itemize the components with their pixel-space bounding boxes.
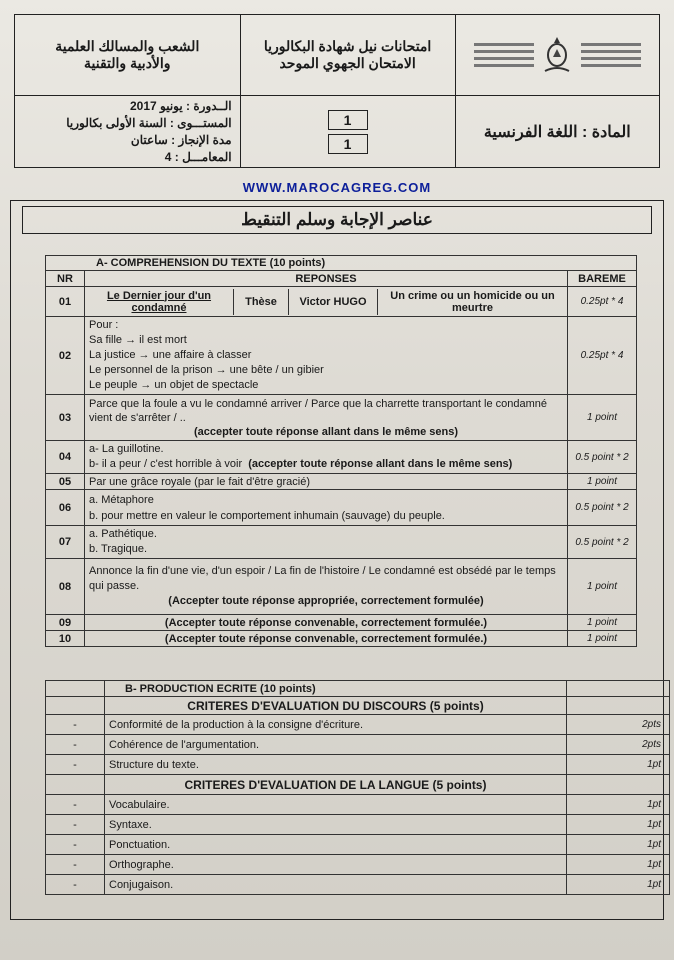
section-b-title: B- PRODUCTION ECRITE (10 points): [105, 681, 567, 697]
dash-marker: -: [46, 735, 105, 755]
table-row: [46, 735, 670, 755]
header-table: [14, 14, 660, 168]
criterion-text: Conformité de la production à la consigne d'écriture.: [105, 715, 567, 735]
q07-bareme: 0.5 point * 2: [568, 526, 637, 559]
criterion-text: Ponctuation.: [105, 835, 567, 855]
table-row: [46, 317, 637, 395]
col-responses-header: REPONSES: [85, 271, 568, 287]
question-number: 04: [46, 441, 85, 474]
q04-answer-b: b- il a peur / c'est horrible à voir: [89, 458, 243, 470]
subject-cell: [455, 96, 659, 168]
criterion-points: 2pts: [567, 735, 670, 755]
table-row: [46, 490, 637, 526]
table-row: [46, 559, 637, 615]
criterion-text: Structure du texte.: [105, 755, 567, 775]
page-number-cell: [240, 96, 455, 168]
criterion-points: 2pts: [567, 715, 670, 735]
q09-bareme: 1 point: [568, 615, 637, 631]
q01-author: Victor HUGO: [289, 289, 378, 315]
page-total: 1: [328, 134, 368, 154]
table-row: [46, 441, 637, 474]
q01-genre: Thèse: [234, 289, 289, 315]
streams-cell: [15, 15, 241, 96]
ministry-seal-text-right: [581, 39, 641, 71]
q08-line: Annonce la fin d'une vie, d'un espoir / La fin de l'histoire / Le condamné est obsédé par le temps qui passe.: [89, 565, 556, 592]
q06-line: b. pour mettre en valeur le comportement inhumain (sauvage) du peuple.: [89, 509, 445, 522]
table-row: [46, 287, 637, 317]
q08-bareme: 1 point: [568, 559, 637, 615]
question-number: 03: [46, 395, 85, 441]
question-number: 01: [46, 287, 85, 317]
question-number: 06: [46, 490, 85, 526]
blank-cell: [567, 681, 670, 697]
criterion-points: 1pt: [567, 795, 670, 815]
dash-marker: -: [46, 875, 105, 895]
criterion-text: Vocabulaire.: [105, 795, 567, 815]
q02-line: Sa fille → il est mort: [89, 334, 187, 346]
exam-info-cell: [15, 96, 241, 168]
q02-line: La justice → une affaire à classer: [89, 349, 252, 361]
blank-cell: [567, 775, 670, 795]
criterion-text: Syntaxe.: [105, 815, 567, 835]
criterion-points: 1pt: [567, 855, 670, 875]
q02-answers: [85, 317, 568, 395]
q01-answers: [85, 287, 568, 317]
q05-answer: Par une grâce royale (par le fait d'être gracié): [85, 474, 568, 490]
question-number: 02: [46, 317, 85, 395]
table-row: [46, 755, 670, 775]
q04-line: a- La guillotine.: [89, 443, 164, 455]
subject-text: المادة : اللغة الفرنسية: [483, 123, 631, 141]
q06-answers: [85, 490, 568, 526]
q02-bareme: 0.25pt * 4: [568, 317, 637, 395]
dash-marker: -: [46, 795, 105, 815]
coefficient-text: المعامـــل : 4: [164, 149, 232, 164]
question-number: 07: [46, 526, 85, 559]
table-row: [46, 835, 670, 855]
table-row: [46, 526, 637, 559]
criterion-points: 1pt: [567, 875, 670, 895]
language-criteria-title: CRITERES D'EVALUATION DE LA LANGUE (5 points): [105, 775, 567, 795]
q02-line: Le peuple → un objet de spectacle: [89, 379, 259, 391]
page-number: 1: [328, 110, 368, 130]
criterion-text: Conjugaison.: [105, 875, 567, 895]
table-row: [46, 855, 670, 875]
q02-line: Le personnel de la prison → une bête / un gibier: [89, 364, 324, 376]
table-row: [46, 474, 637, 490]
duration-text: مدة الإنجاز : ساعتان: [130, 132, 232, 147]
dash-marker: -: [46, 715, 105, 735]
streams-line2: والأدبية والتقنية: [84, 55, 171, 71]
q04-answers: [85, 441, 568, 474]
q03-note: (accepter toute réponse allant dans le même sens): [193, 425, 459, 438]
table-row: [46, 815, 670, 835]
table-row: [46, 631, 637, 647]
q09-note: (Accepter toute réponse convenable, correctement formulée.): [85, 615, 568, 631]
level-text: المستـــوى : السنة الأولى بكالوريا: [66, 115, 232, 130]
q03-bareme: 1 point: [568, 395, 637, 441]
dash-marker: -: [46, 855, 105, 875]
q10-note: (Accepter toute réponse convenable, correctement formulée.): [85, 631, 568, 647]
q04-line: [89, 457, 563, 472]
q01-crime: Un crime ou un homicide ou un meurtre: [390, 289, 555, 314]
q03-answers: [85, 395, 568, 441]
table-row: [46, 875, 670, 895]
table-row: [46, 715, 670, 735]
col-nr-header: NR: [46, 271, 85, 287]
question-number: 08: [46, 559, 85, 615]
exam-line1: امتحانات نيل شهادة البكالوريا: [263, 38, 432, 54]
criterion-points: 1pt: [567, 815, 670, 835]
logo-cell: [455, 15, 659, 96]
question-number: 10: [46, 631, 85, 647]
criterion-text: Orthographe.: [105, 855, 567, 875]
blank-cell: [46, 681, 105, 697]
q04-note: (accepter toute réponse allant dans le même sens): [248, 458, 513, 470]
blank-cell: [46, 775, 105, 795]
streams-line1: الشعب والمسالك العلمية: [55, 38, 200, 54]
question-number: 09: [46, 615, 85, 631]
q08-note: (Accepter toute réponse appropriée, correctement formulée): [168, 595, 484, 607]
q05-bareme: 1 point: [568, 474, 637, 490]
q06-line: a. Métaphore: [89, 493, 154, 506]
q03-line: Parce que la foule a vu le condamné arriver / Parce que la charrette transportant le condamné vient de s'arrêter / ..: [89, 397, 547, 424]
q01-title: Le Dernier jour d'un condamné: [85, 289, 234, 315]
q02-line: Pour :: [89, 319, 119, 331]
q10-bareme: 1 point: [568, 631, 637, 647]
col-bareme-header: BAREME: [568, 271, 637, 287]
production-table: [45, 680, 670, 895]
section-a-title: A- COMPREHENSION DU TEXTE (10 points): [46, 256, 637, 271]
question-number: 05: [46, 474, 85, 490]
q08-answers: [85, 559, 568, 615]
comprehension-table: [45, 255, 637, 647]
table-row: [46, 615, 637, 631]
table-row: [46, 795, 670, 815]
q04-bareme: 0.5 point * 2: [568, 441, 637, 474]
q06-bareme: 0.5 point * 2: [568, 490, 637, 526]
q01-bareme: 0.25pt * 4: [568, 287, 637, 317]
blank-cell: [46, 697, 105, 715]
criterion-points: 1pt: [567, 835, 670, 855]
answer-key-banner: عناصر الإجابة وسلم التنقيط: [22, 206, 652, 234]
criterion-points: 1pt: [567, 755, 670, 775]
website-url: WWW.MAROCAGREG.COM: [242, 180, 432, 195]
session-text: الــدورة : يونيو 2017: [129, 98, 232, 113]
exam-line2: الامتحان الجهوي الموحد: [279, 55, 416, 71]
blank-cell: [567, 697, 670, 715]
emblem-icon: [542, 35, 572, 75]
dash-marker: -: [46, 835, 105, 855]
ministry-seal-text: [474, 39, 534, 71]
q07-line: a. Pathétique.: [89, 528, 157, 540]
dash-marker: -: [46, 815, 105, 835]
exam-title-cell: [240, 15, 455, 96]
criterion-text: Cohérence de l'argumentation.: [105, 735, 567, 755]
q07-line: b. Tragique.: [89, 543, 148, 555]
discourse-criteria-title: CRITERES D'EVALUATION DU DISCOURS (5 points): [105, 697, 567, 715]
table-row: [46, 395, 637, 441]
q07-answers: [85, 526, 568, 559]
dash-marker: -: [46, 755, 105, 775]
